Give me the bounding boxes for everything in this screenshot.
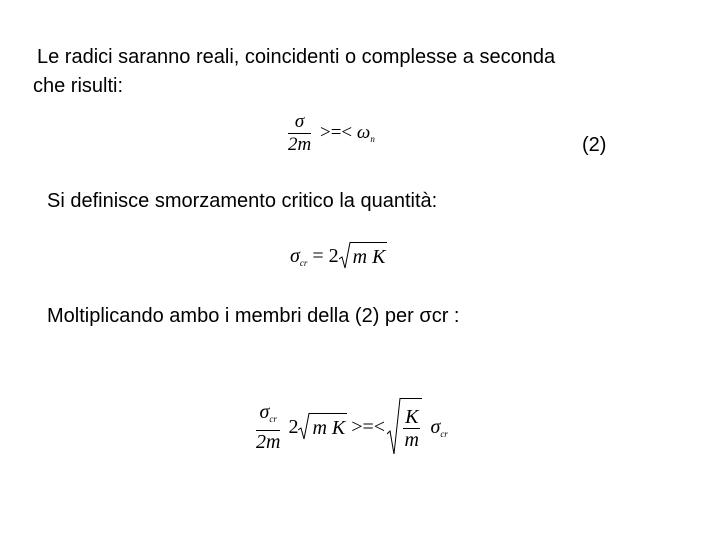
eq3-sqrt-1 bbox=[298, 413, 347, 441]
eq3-inner-numerator: K bbox=[405, 405, 419, 428]
eq2-radicand: m K bbox=[351, 242, 388, 270]
eq2-sigma: σ bbox=[290, 244, 300, 267]
eq2-sqrt bbox=[339, 242, 388, 270]
eq1-fraction bbox=[288, 112, 311, 155]
intro-line-2: che risulti: bbox=[33, 75, 124, 97]
eq3-sqrt-2 bbox=[387, 398, 422, 456]
eq2-lhs bbox=[290, 245, 307, 268]
eq1-rhs bbox=[357, 122, 375, 143]
eq3-radical-sign-1 bbox=[298, 413, 310, 441]
eq3-relation: >=< bbox=[351, 415, 386, 438]
eq3-denominator: 2m bbox=[256, 431, 281, 453]
eq3-num-sub: cr bbox=[269, 414, 277, 424]
eq3-rhs-sub: cr bbox=[440, 428, 448, 439]
eq2-radical-sign bbox=[339, 242, 351, 270]
eq1-rhs-sub: n bbox=[370, 133, 375, 144]
equation-2 bbox=[290, 242, 387, 270]
definition-paragraph: Si definisce smorzamento critico la quantità: bbox=[47, 190, 438, 212]
eq2-equals: = bbox=[312, 244, 324, 267]
eq1-numerator: σ bbox=[288, 112, 311, 134]
eq3-fraction bbox=[256, 402, 280, 452]
eq1-relation: >=< bbox=[319, 121, 353, 143]
eq3-radicand-2 bbox=[401, 398, 422, 456]
eq1-omega: ω bbox=[356, 121, 371, 143]
intro-line-1: Le radici saranno reali, coincidenti o complesse a seconda bbox=[37, 46, 556, 68]
eq2-lhs-sub: cr bbox=[299, 257, 308, 268]
equation-3 bbox=[256, 398, 448, 456]
intro-paragraph bbox=[33, 43, 673, 101]
multiply-paragraph: Moltiplicando ambo i membri della (2) per σcr : bbox=[47, 305, 460, 327]
eq3-radical-sign-2 bbox=[387, 398, 401, 456]
eq3-rhs-sigma: σ bbox=[430, 415, 441, 438]
eq3-radicand-1: m K bbox=[310, 413, 347, 441]
eq3-num-sigma: σ bbox=[259, 401, 270, 423]
eq3-numerator bbox=[256, 402, 280, 431]
eq3-coef: 2 bbox=[288, 415, 299, 438]
equation-1 bbox=[288, 112, 375, 155]
eq1-denominator: 2m bbox=[288, 134, 312, 155]
eq3-inner-denominator: m bbox=[404, 428, 419, 451]
eq3-rhs bbox=[430, 416, 447, 439]
eq3-inner-fraction bbox=[403, 407, 420, 450]
eq2-coef: 2 bbox=[328, 244, 339, 267]
equation-number: (2) bbox=[582, 134, 607, 156]
